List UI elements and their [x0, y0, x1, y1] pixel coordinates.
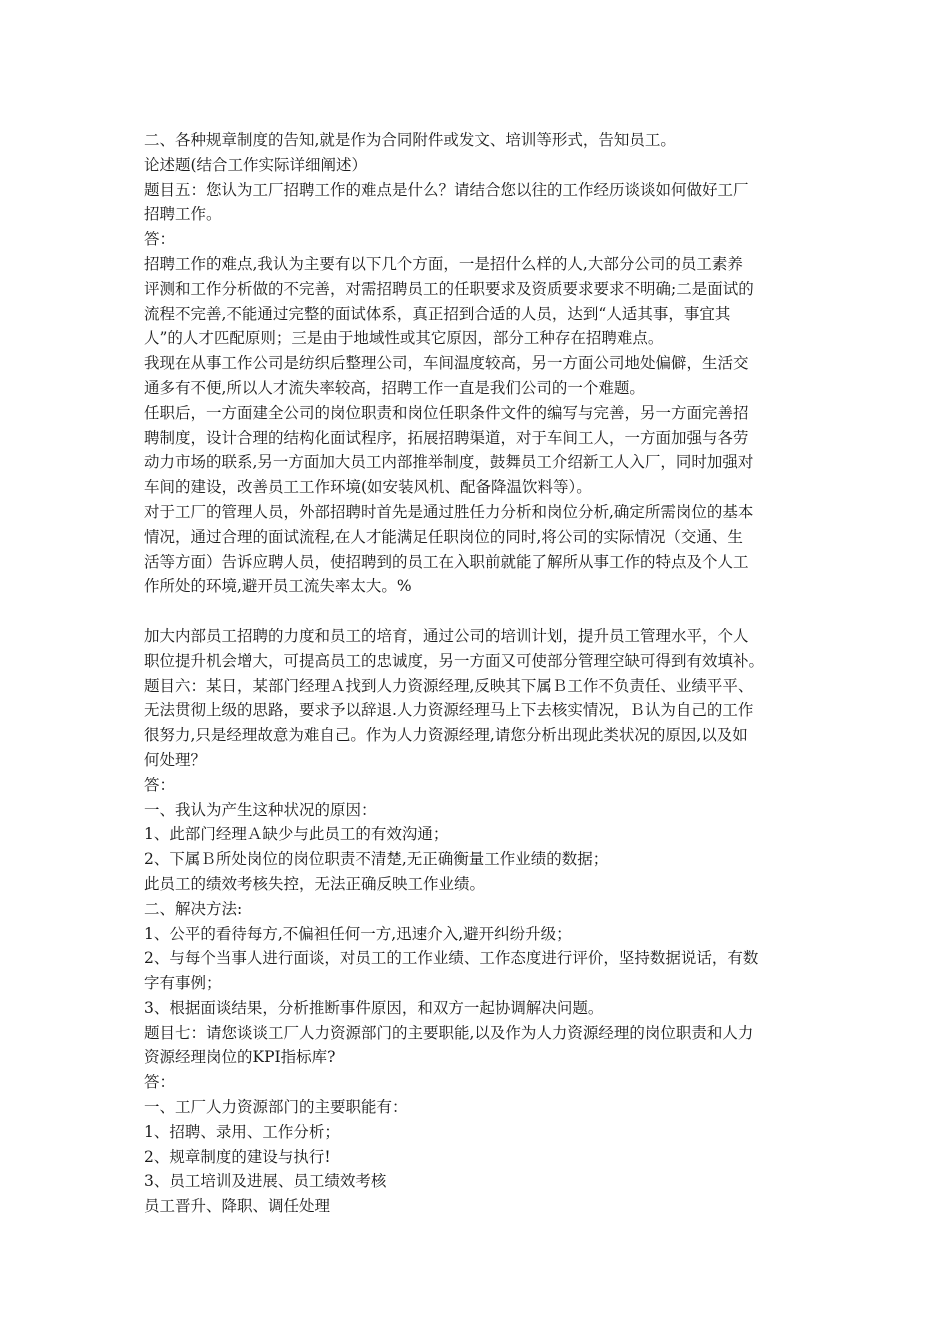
- text-line: 3、员工培训及进展、员工绩效考核: [144, 1172, 387, 1191]
- text-line: 2、下属Ｂ所处岗位的岗位职责不清楚,无正确衡量工作业绩的数据；: [144, 850, 609, 869]
- text-line: 对于工厂的管理人员，外部招聘时首先是通过胜任力分析和岗位分析,确定所需岗位的基本: [144, 502, 754, 521]
- text-line: 任职后，一方面建全公司的岗位职责和岗位任职条件文件的编写与完善，另一方面完善招: [144, 403, 749, 422]
- text-line: 此员工的绩效考核失控，无法正确反映工作业绩。: [144, 874, 486, 893]
- text-line: 二、解决方法:: [144, 899, 243, 918]
- text-line: 字有事例；: [144, 974, 222, 993]
- text-line: 题目七：请您谈谈工厂人力资源部门的主要职能,以及作为人力资源经理的岗位职责和人力: [144, 1023, 754, 1042]
- text-line: 1、此部门经理Ａ缺少与此员工的有效沟通；: [144, 825, 449, 844]
- text-line: 答：: [144, 1073, 176, 1092]
- text-line: 资源经理岗位的KPI指标库?: [144, 1048, 336, 1067]
- text-block-2: [144, 624, 814, 1219]
- text-line: 聘制度，设计合理的结构化面试程序，拓展招聘渠道，对于车间工人，一方面加强与各劳: [144, 428, 749, 447]
- text-line: 通多有不便,所以人才流失率较高，招聘工作一直是我们公司的一个难题。: [144, 378, 645, 397]
- text-line: 题目六：某日，某部门经理Ａ找到人力资源经理,反映其下属Ｂ工作不负责任、业绩平平、: [144, 676, 754, 695]
- text-line: 很努力,只是经理故意为难自己。作为人力资源经理,请您分析出现此类状况的原因,以及如: [144, 726, 748, 745]
- document-page: [144, 128, 814, 1219]
- text-line: 答：: [144, 230, 176, 249]
- text-line: 我现在从事工作公司是纺织后整理公司，车间温度较高，另一方面公司地处偏僻，生活交: [144, 354, 749, 373]
- text-line: 2、规章制度的建设与执行!: [144, 1147, 331, 1166]
- text-line: 活等方面）告诉应聘人员，使招聘到的员工在入职前就能了解所从事工作的特点及个人工: [144, 552, 749, 571]
- text-line: 员工晋升、降职、调任处理: [144, 1197, 331, 1216]
- text-line: 论述题(结合工作实际详细阐述）: [144, 155, 368, 174]
- text-line: 一、我认为产生这种状况的原因：: [144, 800, 377, 819]
- text-line: 1、招聘、录用、工作分析；: [144, 1122, 340, 1141]
- text-line: 题目五：您认为工厂招聘工作的难点是什么？请结合您以往的工作经历谈谈如何做好工厂: [144, 180, 749, 199]
- text-line: 动力市场的联系,另一方面加大员工内部推举制度，鼓舞员工介绍新工人入厂，同时加强对: [144, 453, 754, 472]
- text-line: 作所处的环境,避开员工流失率太大。%: [144, 577, 412, 596]
- text-line: 招聘工作。: [144, 205, 222, 224]
- text-line: 答：: [144, 775, 176, 794]
- text-line: 二、各种规章制度的告知,就是作为合同附件或发文、培训等形式，告知员工。: [144, 131, 676, 149]
- text-line: 何处理？: [144, 750, 207, 769]
- text-line: 职位提升机会增大，可提高员工的忠诚度，另一方面又可使部分管理空缺可得到有效填补。: [144, 651, 765, 670]
- text-line: 情况，通过合理的面试流程,在人才能满足任职岗位的同时,将公司的实际情况（交通、生: [144, 527, 743, 546]
- text-line: 招聘工作的难点,我认为主要有以下几个方面，一是招什么样的人,大部分公司的员工素养: [144, 254, 743, 273]
- text-line: 评测和工作分析做的不完善，对需招聘员工的任职要求及资质要求要求不明确;二是面试的: [144, 279, 754, 298]
- text-line: 加大内部员工招聘的力度和员工的培育，通过公司的培训计划，提升员工管理水平，个人: [144, 626, 749, 645]
- text-block-1: [144, 128, 814, 599]
- text-line: 1、公平的看待每方,不偏袒任何一方,迅速介入,避开纠纷升级；: [144, 924, 572, 943]
- text-line: 2、与每个当事人进行面谈，对员工的工作业绩、工作态度进行评价，坚持数据说话，有数: [144, 949, 759, 968]
- text-line: 流程不完善,不能通过完整的面试体系，真正招到合适的人员，达到“人适其事，事宜其: [144, 304, 731, 323]
- text-line: 无法贯彻上级的思路，要求予以辞退.人力资源经理马上下去核实情况，Ｂ认为自己的工作: [144, 701, 754, 720]
- text-line: 一、工厂人力资源部门的主要职能有：: [144, 1098, 408, 1117]
- text-line: 3、根据面谈结果，分析推断事件原因，和双方一起协调解决问题。: [144, 998, 604, 1017]
- text-line: 人”的人才匹配原则；三是由于地域性或其它原因，部分工种存在招聘难点。: [144, 329, 664, 348]
- paragraph-gap: [144, 599, 814, 624]
- text-line: 车间的建设，改善员工工作环境(如安装风机、配备降温饮料等）。: [144, 478, 592, 497]
